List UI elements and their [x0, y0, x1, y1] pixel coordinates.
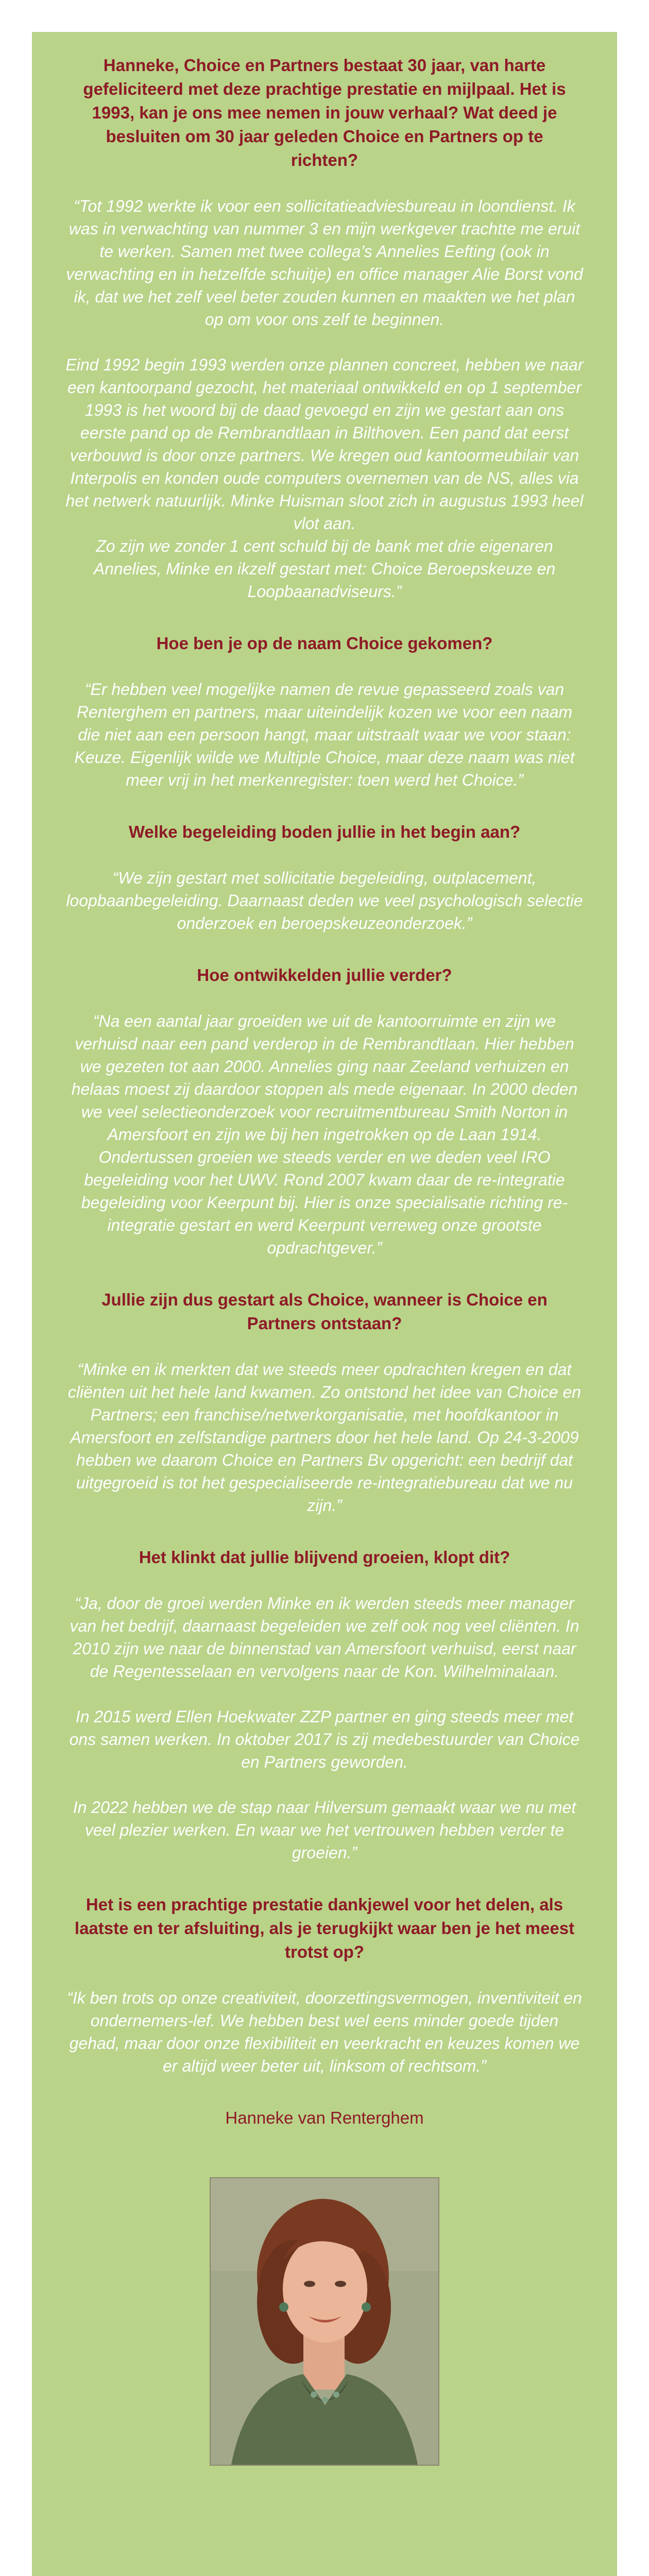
- answer-paragraph: “We zijn gestart met sollicitatie begeleiding, outplacement, loopbaanbegeleiding. Daarnaast deden we veel psychologisch selectie onderzoek en beroepskeuzeonderzoek.”: [66, 869, 583, 933]
- answer-paragraph: “Minke en ik merkten dat we steeds meer opdrachten kregen en dat cliënten uit het hele land kwamen. Zo ontstond het idee van Choice en Partners; een franchise/netwerkorganisatie, met hoofdkantoor in Amersfoort en zelfstandige partners door het hele land. Op 24-3-2009 hebben we daarom Choice en Partners Bv opgericht: een bedrijf dat uitgegroeid is tot het gespecialiseerde re-integratiebureau dat we nu zijn.”: [67, 1360, 582, 1515]
- answer-paragraph: “Ik ben trots op onze creativiteit, doorzettingsvermogen, inventiviteit en ondernemers-lef. We hebben best wel eens minder goede tijden gehad, maar door onze flexibiliteit en veerkracht en keuzes komen we er altijd weer beter uit, linksom of rechtsom.”: [67, 1989, 582, 2075]
- answer-paragraph: “Na een aantal jaar groeiden we uit de kantoorruimte en zijn we verhuisd naar een pand verderop in de Rembrandtlaan. Hier hebben we gezeten tot aan 2000. Annelies ging naar Zeeland verhuizen en helaas moest zij daardoor stoppen als mede eigenaar. In 2000 deden we veel selectieonderzoek voor recruitmentbureau Smith Norton in Amersfoort en zijn we bij hen ingetrokken op de Laan 1914. Ondertussen groeien we steeds verder en we deden veel IRO begeleiding voor het UWV. Rond 2007 kwam daar de re-integratie begeleiding voor Keerpunt bij. Hier is onze specialisatie richting re-integratie gestart en werd Keerpunt verreweg onze grootste opdrachtgever.”: [71, 1012, 578, 1257]
- answer-paragraph: “Ja, door de groei werden Minke en ik werden steeds meer manager van het bedrijf, daarnaast begeleiden we zelf ook nog veel cliënten. In 2010 zijn we naar de binnenstad van Amersfoort verhuisd, eerst naar de Regentesselaan en vervolgens naar de Kon. Wilhelminalaan.: [70, 1594, 579, 1681]
- question-heading: Het is een prachtige prestatie dankjewel voor het delen, als laatste en ter afsluiting, als je terugkijkt waar ben je het meest trotst op?: [74, 1895, 575, 1961]
- author-signature: Hanneke van Renterghem: [225, 2108, 424, 2127]
- answer-paragraph: “Er hebben veel mogelijke namen de revue gepasseerd zoals van Renterghem en partners, maar uiteindelijk kozen we voor een naam die niet aan een persoon hangt, maar uitstraalt waar we voor staan: Keuze. Eigenlijk wilde we Multiple Choice, maar deze naam was niet meer vrij in het merkenregister: toen werd het Choice.”: [74, 680, 575, 789]
- interview-panel: [32, 32, 617, 2576]
- intro-answer-paragraph: “Tot 1992 werkte ik voor een sollicitatieadviesbureau in loondienst. Ik was in verwachting van nummer 3 en mijn werkgever trachtte me eruit te werken. Samen met twee collega’s Annelies Eefting (ook in verwachting en in hetzelfde schuitje) en office manager Alie Borst vond ik, dat we het zelf veel beter zouden kunnen en maakten we het plan op om voor ons zelf te beginnen.: [66, 197, 583, 329]
- question-heading: Welke begeleiding boden jullie in het begin aan?: [128, 822, 521, 841]
- author-portrait: [210, 2177, 439, 2466]
- question-heading: Het klinkt dat jullie blijvend groeien, klopt dit?: [139, 1548, 510, 1567]
- question-heading: Hoe ben je op de naam Choice gekomen?: [156, 634, 493, 653]
- question-heading: Jullie zijn dus gestart als Choice, wanneer is Choice en Partners ontstaan?: [101, 1290, 548, 1333]
- question-heading: Hoe ontwikkelden jullie verder?: [197, 965, 452, 985]
- intro-answer-paragraph: Eind 1992 begin 1993 werden onze plannen concreet, hebben we naar een kantoorpand gezocht, het materiaal ontwikkeld en op 1 september 1993 is het woord bij de daad gevoegd en zijn we gestart aan ons eerste pand op de Rembrandtlaan in Bilthoven. Een pand dat eerst verbouwd is door onze partners. We kregen oud kantoormeubilair van Interpolis en konden oude computers overnemen van de NS, alles via het netwerk natuurlijk. Minke Huisman sloot zich in augustus 1993 heel vlot aan. Zo zijn we zonder 1 cent schuld bij de bank met drie eigenaren Annelies, Minke en ikzelf gestart met: Choice Beroepskeuze en Loopbaanadviseurs.”: [65, 355, 584, 601]
- intro-question: Hanneke, Choice en Partners bestaat 30 jaar, van harte gefeliciteerd met deze prachtige prestatie en mijlpaal. Het is 1993, kan je ons mee nemen in jouw verhaal? Wat deed je besluiten om 30 jaar geleden Choice en Partners op te richten?: [83, 56, 566, 170]
- answer-paragraph: In 2022 hebben we de stap naar Hilversum gemaakt waar we nu met veel plezier werken. En waar we het vertrouwen hebben verder te groeien.”: [73, 1798, 576, 1862]
- answer-paragraph: In 2015 werd Ellen Hoekwater ZZP partner en ging steeds meer met ons samen werken. In oktober 2017 is zij medebestuurder van Choice en Partners geworden.: [69, 1707, 580, 1771]
